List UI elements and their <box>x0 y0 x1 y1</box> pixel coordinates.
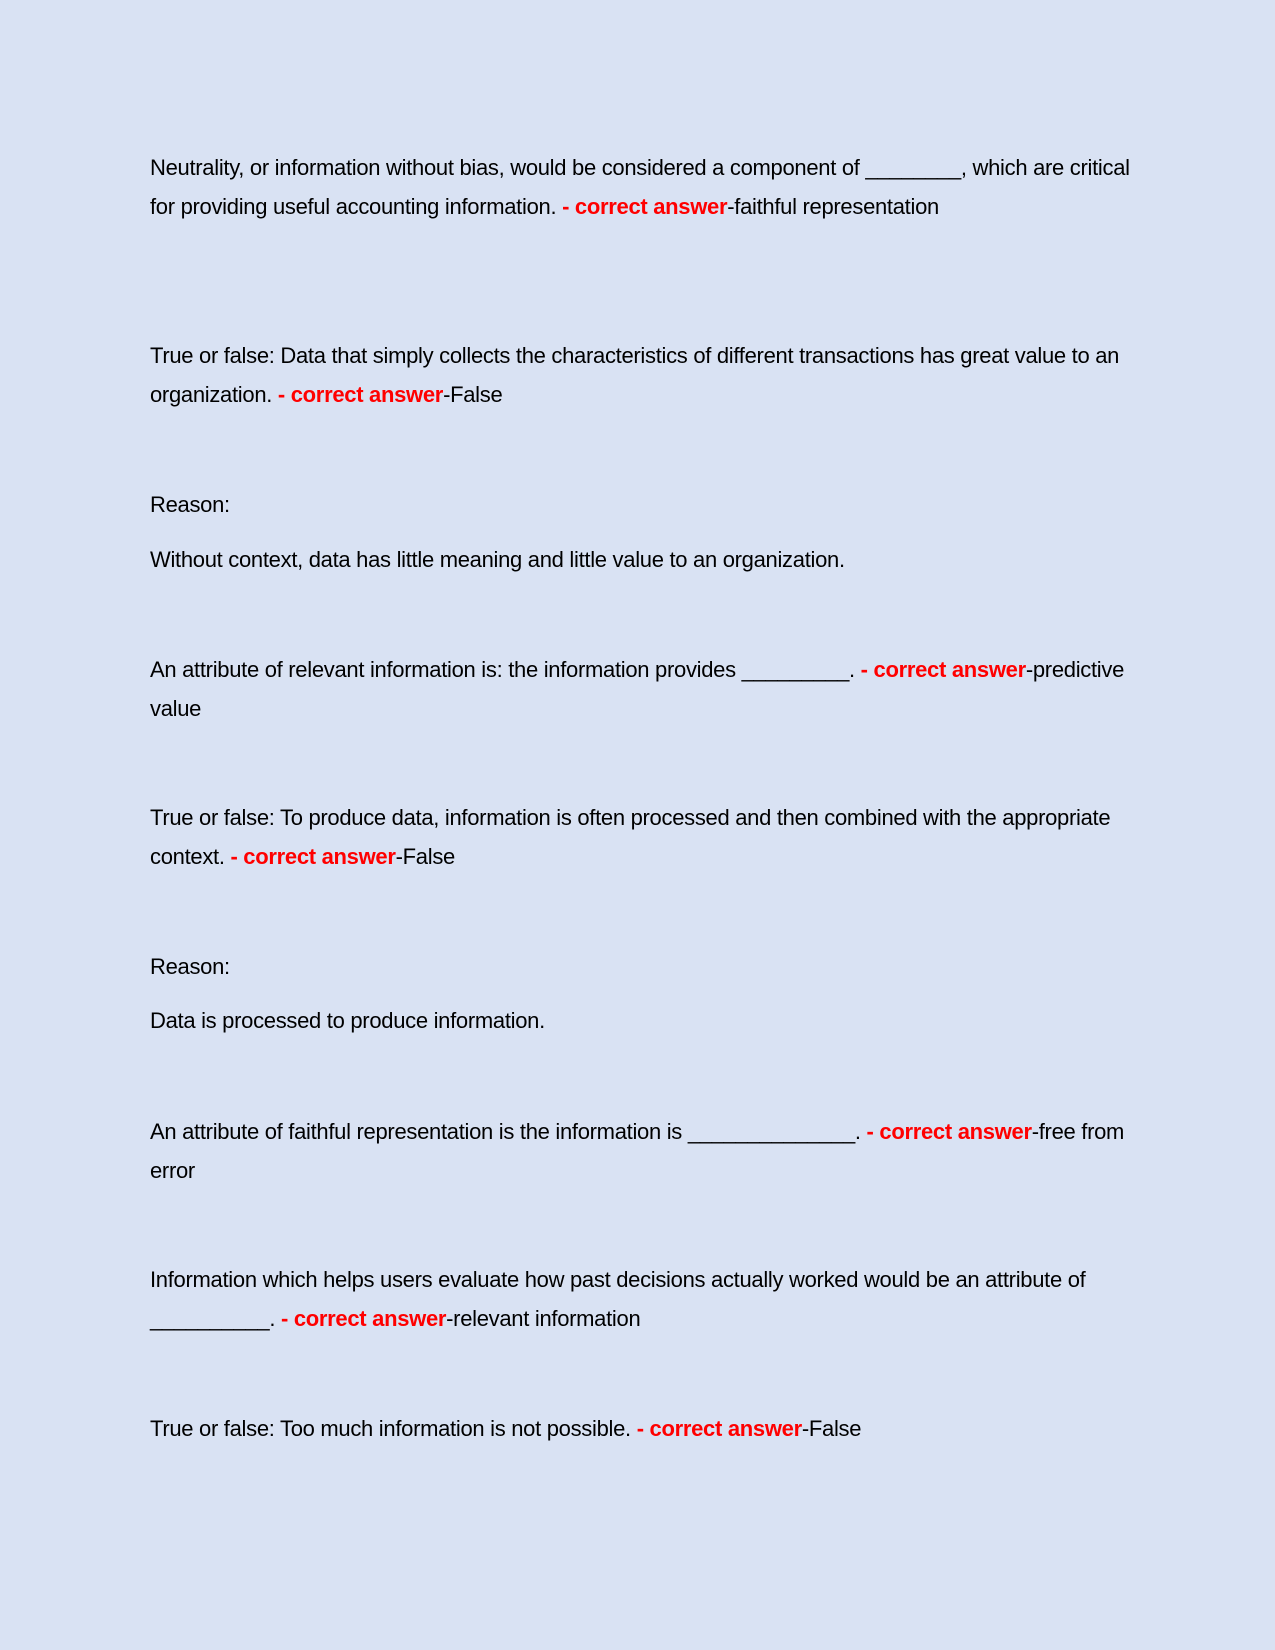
answer-text: -predictive value <box>150 657 1125 721</box>
question-1 <box>150 149 1130 226</box>
question-text: Neutrality, or information without bias, would be considered a component of ________, which are critical for providing useful accounting information. <box>150 155 1130 219</box>
answer-text: -faithful representation <box>727 193 939 219</box>
question-text: True or false: To produce data, information is often processed and then combined with the appropriate context. <box>150 805 1111 869</box>
correct-answer-label: - correct answer <box>636 1416 802 1441</box>
answer-text: -relevant information <box>446 1305 641 1331</box>
question-5 <box>150 1113 1130 1190</box>
correct-answer-label: - correct answer <box>866 1119 1032 1144</box>
correct-answer-label: - correct answer <box>277 381 444 407</box>
correct-answer-label: - correct answer <box>562 193 728 219</box>
question-6 <box>150 1261 1130 1338</box>
question-3 <box>150 651 1130 728</box>
reason-label: Reason: <box>150 492 230 517</box>
correct-answer-label: - correct answer <box>230 843 396 869</box>
answer-text: -False <box>801 1416 862 1441</box>
question-7 <box>150 1410 1130 1449</box>
question-text: An attribute of relevant information is: the information provides _________. <box>150 657 861 682</box>
question-text: True or false: Too much information is not possible. <box>150 1416 637 1441</box>
question-text: True or false: Data that simply collects the characteristics of different transactions has great value to an organization. <box>150 343 1120 407</box>
correct-answer-label: - correct answer <box>860 657 1026 682</box>
reason-text: Data is processed to produce information. <box>150 1008 545 1033</box>
answer-text: -free from error <box>150 1119 1125 1183</box>
question-4 <box>150 799 1130 876</box>
reason-label: Reason: <box>150 954 230 979</box>
question-2 <box>150 337 1130 414</box>
question-text: An attribute of faithful representation is the information is ______________. <box>150 1119 867 1144</box>
reason-text: Without context, data has little meaning and little value to an organization. <box>150 547 845 572</box>
correct-answer-label: - correct answer <box>280 1305 447 1331</box>
question-text: Information which helps users evaluate how past decisions actually worked would be an attribute of __________. <box>150 1267 1086 1331</box>
answer-text: -False <box>395 843 455 869</box>
answer-text: -False <box>443 381 503 407</box>
